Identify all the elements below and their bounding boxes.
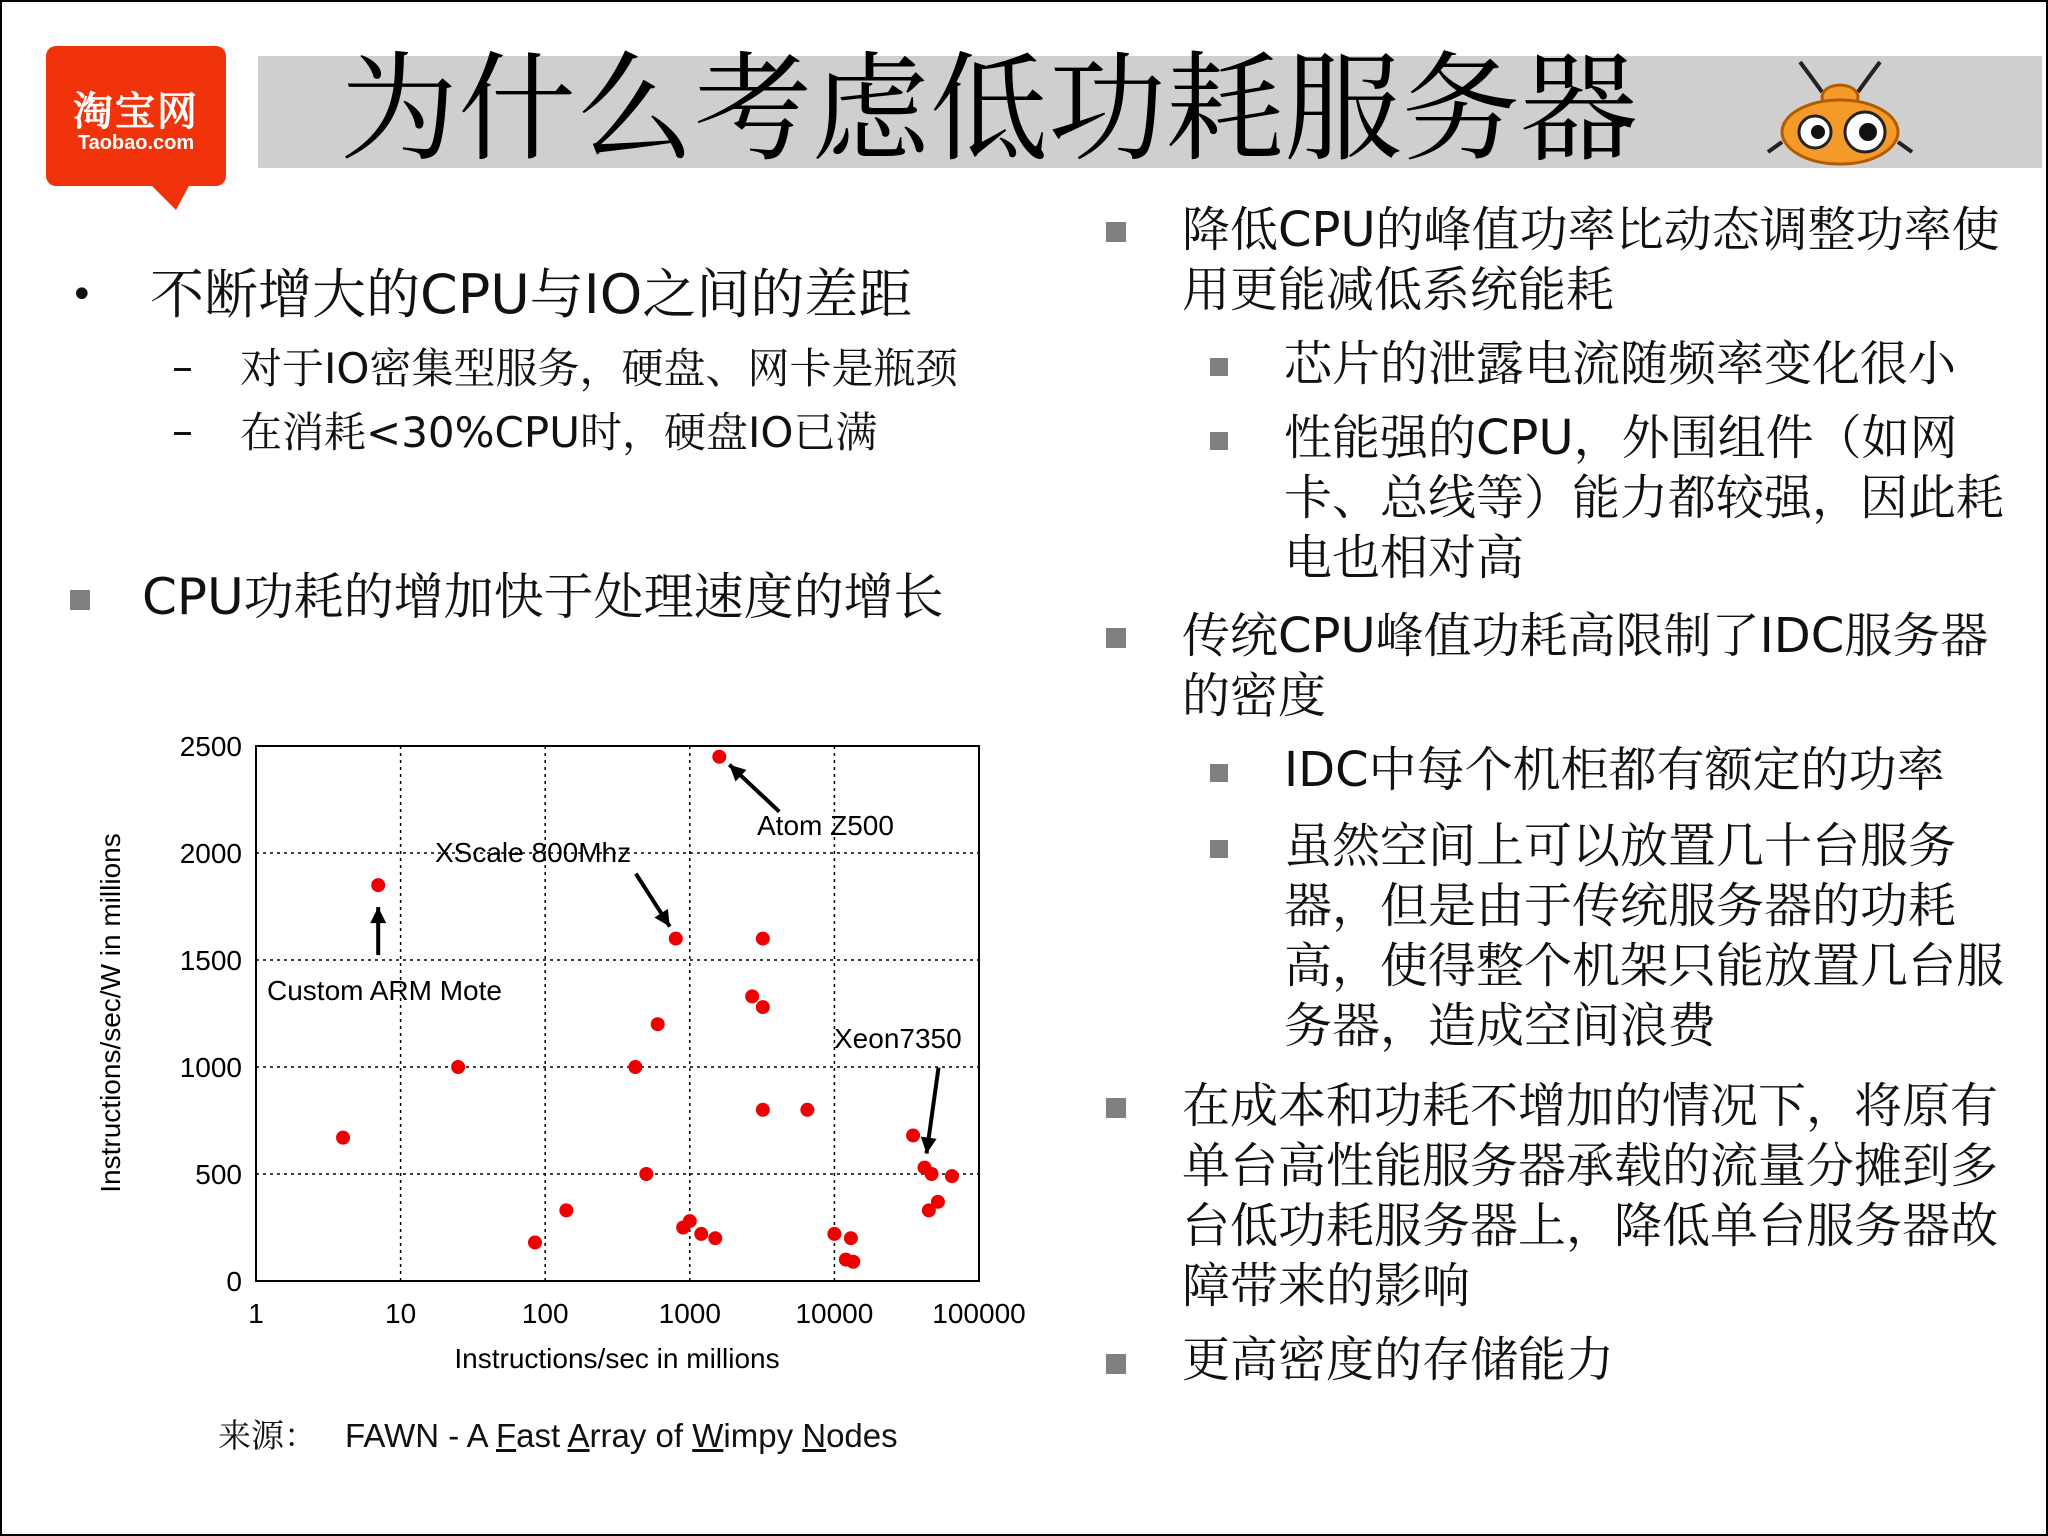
x-axis-label: Instructions/sec in millions [454, 1343, 780, 1374]
bullet-square [1106, 1098, 1126, 1118]
source-prefix: FAWN - A [345, 1417, 496, 1454]
right-bullet-2: 传统CPU峰值功耗高限制了IDC服务器的密度 [1182, 608, 1989, 724]
left-sub-1: 对于IO密集型服务，硬盘、网卡是瓶颈 [240, 344, 958, 393]
bullet-square [1106, 1354, 1126, 1374]
data-point [931, 1195, 945, 1209]
annotation-label: XScale 800Mhz [435, 837, 632, 868]
right-sub-1-2: 性能强的CPU，外围组件（如网卡、总线等）能力都较强，因此耗电也相对高 [1284, 410, 2005, 586]
scatter-chart [60, 700, 1060, 1400]
data-point [800, 1103, 814, 1117]
data-point [906, 1128, 920, 1142]
data-point [683, 1214, 697, 1228]
y-tick-label: 1500 [179, 945, 242, 976]
data-point [559, 1203, 573, 1217]
bullet-square [1106, 222, 1126, 242]
data-point [844, 1231, 858, 1245]
x-tick-label: 10 [385, 1298, 417, 1329]
source-f: F [495, 1417, 517, 1454]
y-tick-label: 500 [195, 1159, 242, 1190]
x-tick-label: 100 [521, 1298, 569, 1329]
bullet-square [1210, 764, 1228, 782]
right-sub-1-1: 芯片的泄露电流随频率变化很小 [1284, 336, 1957, 392]
bullet-square [1210, 432, 1228, 450]
ant-mascot-icon [1760, 52, 1920, 172]
left-sub-2: 在消耗<30%CPU时，硬盘IO已满 [240, 408, 878, 457]
data-point [745, 989, 759, 1003]
data-point [712, 750, 726, 764]
annotation-label: Atom Z500 [757, 810, 894, 841]
data-point [669, 932, 683, 946]
source-n: N [802, 1417, 827, 1454]
source-label: 来源： [218, 1417, 317, 1454]
left-bullet-1: 不断增大的CPU与IO之间的差距 [150, 263, 913, 326]
data-point [451, 1060, 465, 1074]
data-point [336, 1131, 350, 1145]
x-tick-label: 1000 [658, 1298, 721, 1329]
source-citation [218, 1410, 898, 1457]
data-point [756, 932, 770, 946]
data-point [639, 1167, 653, 1181]
source-ast: ast [516, 1417, 568, 1454]
x-tick-label: 1 [248, 1298, 264, 1329]
data-point [925, 1167, 939, 1181]
logo-speech-tail [150, 184, 190, 210]
x-tick-label: 10000 [795, 1298, 874, 1329]
right-bullet-1: 降低CPU的峰值功率比动态调整功率使用更能减低系统能耗 [1182, 202, 2000, 318]
right-sub-2-2: 虽然空间上可以放置几十台服务器，但是由于传统服务器的功耗高，使得整个机架只能放置几台服务器，造成空间浪费 [1284, 818, 2005, 1054]
bullet-dot: • [70, 272, 94, 318]
bullet-square [70, 590, 90, 610]
data-point [846, 1255, 860, 1269]
data-point [945, 1169, 959, 1183]
right-sub-2-1: IDC中每个机柜都有额定的功率 [1284, 742, 1945, 798]
bullet-square [1106, 628, 1126, 648]
right-bullet-4: 更高密度的存储能力 [1182, 1332, 1615, 1388]
data-point [694, 1227, 708, 1241]
data-point [628, 1060, 642, 1074]
source-a: A [567, 1417, 590, 1454]
data-point [651, 1017, 665, 1031]
annotation-label: Xeon7350 [834, 1023, 962, 1054]
left-bullet-2: CPU功耗的增加快于处理速度的增长 [142, 568, 944, 626]
y-tick-label: 1000 [179, 1052, 242, 1083]
logo-text-en: Taobao.com [77, 132, 195, 154]
data-point [756, 1000, 770, 1014]
data-point [528, 1235, 542, 1249]
bullet-dash: – [172, 342, 193, 391]
source-impy: impy [723, 1417, 803, 1454]
bullet-square [1210, 358, 1228, 376]
source-w: W [692, 1417, 724, 1454]
slide-title: 为什么考虑低功耗服务器 [340, 40, 1639, 178]
annotation-label: Custom ARM Mote [267, 975, 502, 1006]
data-point [827, 1227, 841, 1241]
data-point [708, 1231, 722, 1245]
bullet-square [1210, 840, 1228, 858]
source-odes: odes [826, 1417, 898, 1454]
data-point [756, 1103, 770, 1117]
y-tick-label: 0 [226, 1266, 242, 1297]
arrowhead-icon [370, 907, 386, 923]
source-rray: rray of [589, 1417, 693, 1454]
taobao-logo [46, 46, 226, 186]
y-tick-label: 2500 [179, 731, 242, 762]
data-point [371, 878, 385, 892]
x-tick-label: 100000 [932, 1298, 1026, 1329]
bullet-dash: – [172, 406, 193, 455]
y-tick-label: 2000 [179, 838, 242, 869]
logo-text-cn: 淘宝网 [73, 89, 199, 135]
y-axis-label: Instructions/sec/W in millions [95, 833, 126, 1193]
right-bullet-3: 在成本和功耗不增加的情况下，将原有单台高性能服务器承载的流量分摊到多台低功耗服务器上，降低单台服务器故障带来的影响 [1182, 1078, 1999, 1314]
